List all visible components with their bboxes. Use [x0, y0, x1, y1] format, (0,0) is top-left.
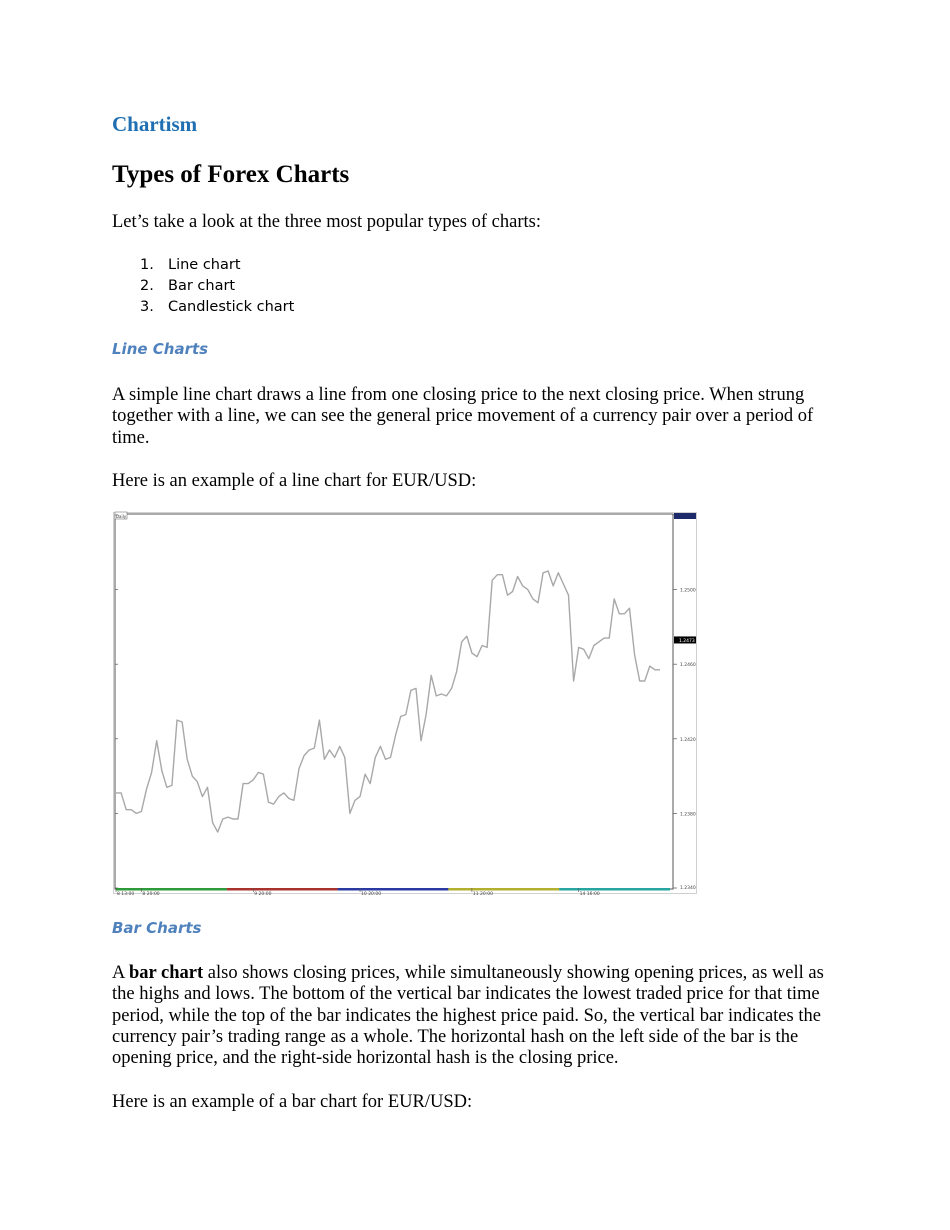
time-band	[448, 888, 559, 891]
time-band	[116, 888, 227, 891]
list-item-number: 2.	[140, 278, 154, 294]
time-band	[227, 888, 338, 891]
list-item	[112, 276, 294, 297]
line-charts-heading: Line Charts	[112, 340, 209, 358]
list-item-label: Line chart	[168, 257, 241, 273]
chart-svg	[113, 512, 697, 897]
bar-charts-paragraph	[112, 963, 840, 1069]
y-axis-top-marker	[674, 513, 696, 519]
y-tick-label: 1.2340	[680, 886, 696, 891]
list-item-label: Bar chart	[168, 278, 236, 294]
page-title: Types of Forex Charts	[112, 161, 350, 188]
bar-charts-heading: Bar Charts	[112, 919, 202, 937]
intro-paragraph: Let’s take a look at the three most popular types of charts:	[112, 212, 541, 232]
y-tick-label: 1.2420	[680, 737, 696, 743]
x-tick-label: 8 20:00	[142, 892, 160, 897]
x-tick-label: 10 20:00	[361, 892, 382, 897]
y-tick-label: 1.2460	[680, 663, 696, 669]
bar-chart-caption: Here is an example of a bar chart for EUR/USD:	[112, 1092, 473, 1112]
list-item-label: Candlestick chart	[168, 299, 295, 315]
x-tick-label: 8 13:00	[117, 892, 135, 897]
list-item-number: 3.	[140, 299, 154, 315]
y-tick-label: 1.2380	[680, 812, 696, 818]
bar-chart-term: bar chart	[128, 963, 204, 983]
bar-text-prefix: A	[112, 963, 129, 983]
y-tick-label: 1.2500	[680, 588, 696, 594]
time-band	[338, 888, 449, 891]
x-tick-label: 11 20:00	[472, 892, 494, 897]
time-band	[559, 888, 670, 891]
eurusd-line-chart	[113, 512, 697, 897]
line-chart-caption: Here is an example of a line chart for EUR/USD:	[112, 471, 477, 491]
section-title: Chartism	[112, 112, 198, 136]
plot-area	[115, 514, 673, 889]
chart-types-list	[112, 255, 294, 318]
bar-text-body: also shows closing prices, while simultaneously showing opening prices, as well as the highs and lows. The bottom of the vertical bar indicates the lowest traded price for that time period, while the top of the bar indicates the highest price paid. So, the vertical bar indicates the currency pair’s trading range as a whole. The horizontal hash on the left side of the bar is the opening price, and the right-side horizontal hash is the closing price.	[112, 963, 824, 1069]
list-item	[112, 297, 294, 318]
x-tick-label: 9 20:00	[254, 892, 272, 897]
line-charts-paragraph: A simple line chart draws a line from one closing price to the next closing price. When strung together with a line, we can see the general price movement of a currency pair over a period of time.	[112, 385, 814, 448]
list-item-number: 1.	[140, 257, 154, 273]
list-item	[112, 255, 294, 276]
current-price-label: 1.2473	[679, 638, 695, 644]
x-tick-label: 14 16:00	[579, 892, 600, 897]
chart-title: Daily	[115, 514, 127, 519]
